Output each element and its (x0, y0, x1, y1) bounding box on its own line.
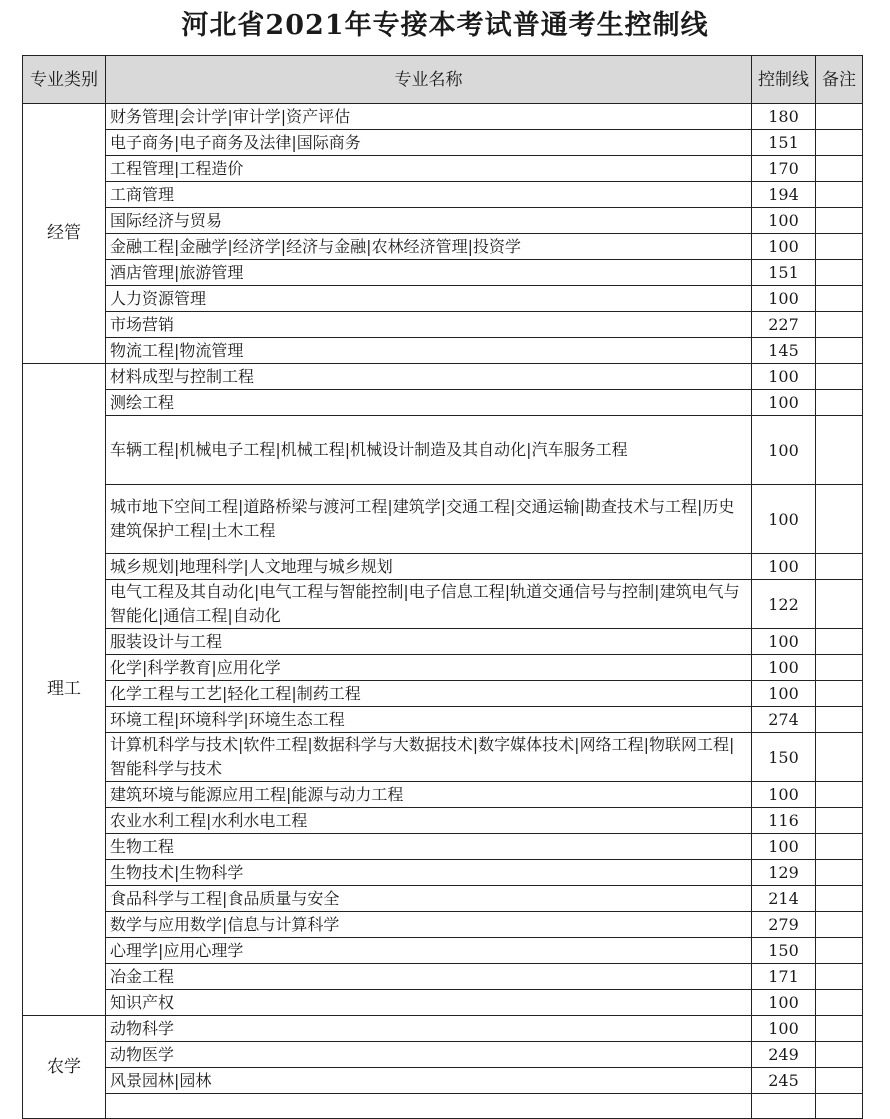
control-score: 180 (752, 104, 816, 130)
major-name: 服装设计与工程 (106, 629, 752, 655)
control-score: 100 (752, 234, 816, 260)
major-name: 市场营销 (106, 312, 752, 338)
note-cell (816, 964, 863, 990)
control-score: 214 (752, 886, 816, 912)
major-name: 建筑环境与能源应用工程|能源与动力工程 (106, 782, 752, 808)
major-name: 电气工程及其自动化|电气工程与智能控制|电子信息工程|轨道交通信号与控制|建筑电气与智能化|通信工程|自动化 (106, 580, 752, 629)
major-name: 心理学|应用心理学 (106, 938, 752, 964)
major-name: 生物工程 (106, 834, 752, 860)
control-score: 279 (752, 912, 816, 938)
major-name: 测绘工程 (106, 390, 752, 416)
table-row (23, 208, 863, 234)
major-name: 城乡规划|地理科学|人文地理与城乡规划 (106, 554, 752, 580)
note-cell (816, 104, 863, 130)
table-row (23, 260, 863, 286)
major-name: 化学工程与工艺|轻化工程|制药工程 (106, 681, 752, 707)
note-cell (816, 782, 863, 808)
note-cell (816, 485, 863, 554)
table-row (23, 681, 863, 707)
table-row (23, 1042, 863, 1068)
note-cell (816, 312, 863, 338)
major-name: 知识产权 (106, 990, 752, 1016)
header-category: 专业类别 (23, 56, 106, 104)
control-score: 100 (752, 1016, 816, 1042)
table-row (23, 938, 863, 964)
control-score: 100 (752, 554, 816, 580)
table-row (23, 286, 863, 312)
table-row (23, 655, 863, 681)
control-score: 100 (752, 364, 816, 390)
major-name (106, 1094, 752, 1119)
table-row (23, 834, 863, 860)
control-line-table (22, 55, 863, 1119)
control-score: 170 (752, 156, 816, 182)
table-row (23, 416, 863, 485)
table-row (23, 130, 863, 156)
control-score: 100 (752, 629, 816, 655)
table-row (23, 182, 863, 208)
major-name: 环境工程|环境科学|环境生态工程 (106, 707, 752, 733)
table-row (23, 733, 863, 782)
major-name: 数学与应用数学|信息与计算科学 (106, 912, 752, 938)
table-row (23, 364, 863, 390)
note-cell (816, 808, 863, 834)
major-name: 风景园林|园林 (106, 1068, 752, 1094)
major-name: 材料成型与控制工程 (106, 364, 752, 390)
control-score: 116 (752, 808, 816, 834)
note-cell (816, 938, 863, 964)
category-cell-jingguan: 经管 (23, 104, 106, 364)
note-cell (816, 990, 863, 1016)
control-score: 151 (752, 130, 816, 156)
note-cell (816, 416, 863, 485)
control-score (752, 1094, 816, 1119)
header-row (23, 56, 863, 104)
note-cell (816, 182, 863, 208)
table-row (23, 990, 863, 1016)
note-cell (816, 364, 863, 390)
table-row (23, 156, 863, 182)
major-name: 金融工程|金融学|经济学|经济与金融|农林经济管理|投资学 (106, 234, 752, 260)
note-cell (816, 554, 863, 580)
note-cell (816, 260, 863, 286)
note-cell (816, 707, 863, 733)
control-score: 249 (752, 1042, 816, 1068)
table-row (23, 964, 863, 990)
control-score: 100 (752, 485, 816, 554)
note-cell (816, 338, 863, 364)
table-row (23, 312, 863, 338)
note-cell (816, 629, 863, 655)
major-name: 酒店管理|旅游管理 (106, 260, 752, 286)
note-cell (816, 1042, 863, 1068)
table-row (23, 1094, 863, 1119)
page-title: 河北省2021年专接本考试普通考生控制线 (181, 10, 709, 41)
control-score: 129 (752, 860, 816, 886)
major-name: 动物医学 (106, 1042, 752, 1068)
note-cell (816, 580, 863, 629)
category-cell-ligong: 理工 (23, 364, 106, 1016)
table-row (23, 234, 863, 260)
major-name: 车辆工程|机械电子工程|机械工程|机械设计制造及其自动化|汽车服务工程 (106, 416, 752, 485)
note-cell (816, 912, 863, 938)
header-note: 备注 (816, 56, 863, 104)
table-row (23, 1016, 863, 1042)
table-row (23, 912, 863, 938)
table-row (23, 485, 863, 554)
major-name: 生物技术|生物科学 (106, 860, 752, 886)
note-cell (816, 286, 863, 312)
table-row (23, 338, 863, 364)
note-cell (816, 860, 863, 886)
control-score: 227 (752, 312, 816, 338)
table-row (23, 554, 863, 580)
header-score: 控制线 (752, 56, 816, 104)
table-row (23, 886, 863, 912)
control-score: 100 (752, 834, 816, 860)
major-name: 动物科学 (106, 1016, 752, 1042)
control-score: 100 (752, 416, 816, 485)
note-cell (816, 834, 863, 860)
note-cell (816, 1016, 863, 1042)
note-cell (816, 886, 863, 912)
table-row (23, 860, 863, 886)
major-name: 财务管理|会计学|审计学|资产评估 (106, 104, 752, 130)
note-cell (816, 655, 863, 681)
note-cell (816, 390, 863, 416)
major-name: 食品科学与工程|食品质量与安全 (106, 886, 752, 912)
note-cell (816, 733, 863, 782)
major-name: 农业水利工程|水利水电工程 (106, 808, 752, 834)
control-score: 100 (752, 208, 816, 234)
table-row (23, 390, 863, 416)
control-score: 151 (752, 260, 816, 286)
note-cell (816, 234, 863, 260)
header-name: 专业名称 (106, 56, 752, 104)
control-score: 145 (752, 338, 816, 364)
category-cell-nongxue: 农学 (23, 1016, 106, 1119)
major-name: 工商管理 (106, 182, 752, 208)
table-row (23, 629, 863, 655)
major-name: 冶金工程 (106, 964, 752, 990)
table-row (23, 707, 863, 733)
note-cell (816, 681, 863, 707)
control-score: 100 (752, 390, 816, 416)
major-name: 化学|科学教育|应用化学 (106, 655, 752, 681)
control-score: 150 (752, 733, 816, 782)
control-score: 150 (752, 938, 816, 964)
major-name: 国际经济与贸易 (106, 208, 752, 234)
control-score: 100 (752, 990, 816, 1016)
major-name: 城市地下空间工程|道路桥梁与渡河工程|建筑学|交通工程|交通运输|勘查技术与工程|历史建筑保护工程|土木工程 (106, 485, 752, 554)
note-cell (816, 156, 863, 182)
control-score: 194 (752, 182, 816, 208)
control-score: 274 (752, 707, 816, 733)
note-cell (816, 1094, 863, 1119)
note-cell (816, 1068, 863, 1094)
major-name: 电子商务|电子商务及法律|国际商务 (106, 130, 752, 156)
note-cell (816, 130, 863, 156)
control-score: 100 (752, 655, 816, 681)
table-row (23, 580, 863, 629)
major-name: 物流工程|物流管理 (106, 338, 752, 364)
control-score: 100 (752, 681, 816, 707)
control-score: 245 (752, 1068, 816, 1094)
table-row (23, 104, 863, 130)
major-name: 人力资源管理 (106, 286, 752, 312)
control-score: 171 (752, 964, 816, 990)
control-score: 100 (752, 782, 816, 808)
table-row (23, 782, 863, 808)
table-row (23, 808, 863, 834)
major-name: 计算机科学与技术|软件工程|数据科学与大数据技术|数字媒体技术|网络工程|物联网工程|智能科学与技术 (106, 733, 752, 782)
table-row (23, 1068, 863, 1094)
note-cell (816, 208, 863, 234)
control-score: 122 (752, 580, 816, 629)
major-name: 工程管理|工程造价 (106, 156, 752, 182)
control-score: 100 (752, 286, 816, 312)
